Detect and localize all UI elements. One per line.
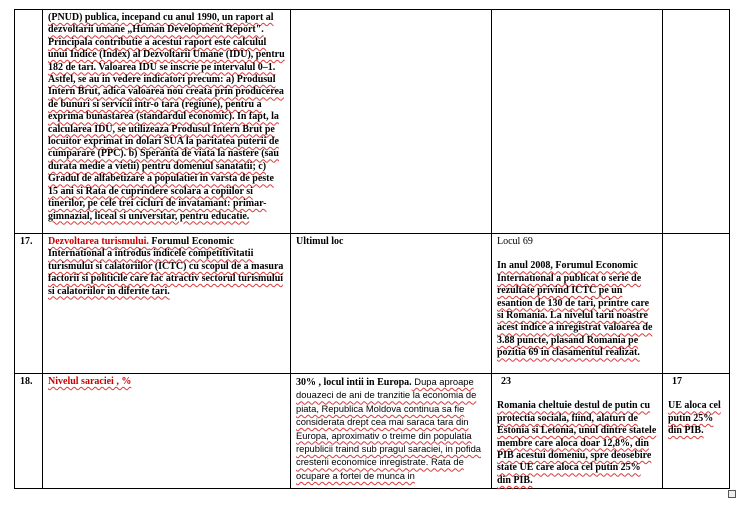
romania-cell (492, 374, 663, 489)
value-cell (291, 374, 492, 489)
romania-poverty-text: Romania cheltuie destul de putin cu protectia sociala, fiind, alaturi de Estonia si Letonia, unul dintre statele membre care aloca doar 12,8%, din PIB acestui domeniu, spre deosebire state UE care aloca cel putin 25% din PIB. (497, 400, 657, 486)
table-row (15, 374, 730, 489)
description-cell (43, 234, 291, 374)
description-cell (43, 10, 291, 234)
romania-rank: Locul 69 (497, 236, 533, 247)
romania-cell (492, 10, 663, 234)
romania-cell (492, 234, 663, 374)
row-number-cell (15, 10, 43, 234)
table-row (15, 10, 730, 234)
description-cell (43, 374, 291, 489)
moldova-rank: Ultimul loc (296, 236, 344, 247)
moldova-poverty-value: 30% , locul intii in Europa. (296, 377, 412, 388)
eu-cell (663, 10, 730, 234)
indicator-title: Dezvoltarea turismului. (48, 236, 149, 247)
row-number-cell: 18. (15, 374, 43, 489)
eu-poverty-text: UE aloca cel putin 25% din PIB. (668, 400, 721, 437)
anchor-marker-icon (728, 490, 736, 498)
document-table (14, 9, 730, 489)
moldova-poverty-text: Dupa aproape douazeci de ani de tranzitie la economia de piata, Republica Moldova continua sa fie considerata drept cea mai saraca tara din Europa, aproximativ o treime din populatia republicii traind sub pragul saraciei, in pofida cresterii economice inregistrate. Rata de ocupare a fortei de munca in (296, 376, 482, 481)
value-cell (291, 234, 492, 374)
idu-paragraph: (PNUD) publica, incepand cu anul 1990, un raport al dezvoltarii umane „Human Development Report". Principala contributie a acestui raport este calculul unui Indice (Index) al Dezvoltarii Umane (IDU), pentru 182 de tari. Valoarea IDU se inscrie pe intervalul 0–1. Astfel, se au in vedere indicatori precum: a) Produsul Intern Brut, adica valoarea nou creata prin producerea de bunuri si servicii intr-o tara (regiune), pentru a exprima bunastarea (standardul economic). In fapt, la calcularea IDU, se utilizeaza Produsul Intern Brut pe locuitor exprimat in dolari SUA la paritatea puterii de cumparare (PPC). b) Speranta de viata la nastere (sau durata medie a vietii) pentru domeniul sanatatii; c) Gradul de alfabetizare a populatiei in varsta de peste 15 ani si Rata de cuprindere scolara a copiilor si tinerilor, pe cele trei cicluri de invatamant: primar-gimnazial, liceal si universitar, pentru educatie. (48, 12, 285, 222)
romania-explanation: In anul 2008, Forumul Economic International a publicat o serie de rezultate privind ICTC pe un esantion de 130 de tari, printre care si Romania. La nivelul tarii noastre acest indice a inregistrat valoarea de 3.88 puncte, plasand Romania pe pozitia 69 in clasamentul realizat. (497, 260, 653, 359)
value-cell (291, 10, 492, 234)
eu-poverty-rank: 17 (672, 376, 682, 387)
indicator-title: Nivelul saraciei , % (48, 376, 132, 387)
romania-poverty-rank: 23 (501, 376, 511, 387)
eu-cell (663, 234, 730, 374)
row-number-cell: 17. (15, 234, 43, 374)
table-row (15, 234, 730, 374)
eu-cell (663, 374, 730, 489)
indicator-description: Forumul Economic International a introdus indicele competitivitatii turismului si calatoriilor (ICTC) cu scopul de a masura factorii si politicile care fac atractiv sectorul turismului si calatoriilor in diferite tari. (48, 236, 284, 297)
